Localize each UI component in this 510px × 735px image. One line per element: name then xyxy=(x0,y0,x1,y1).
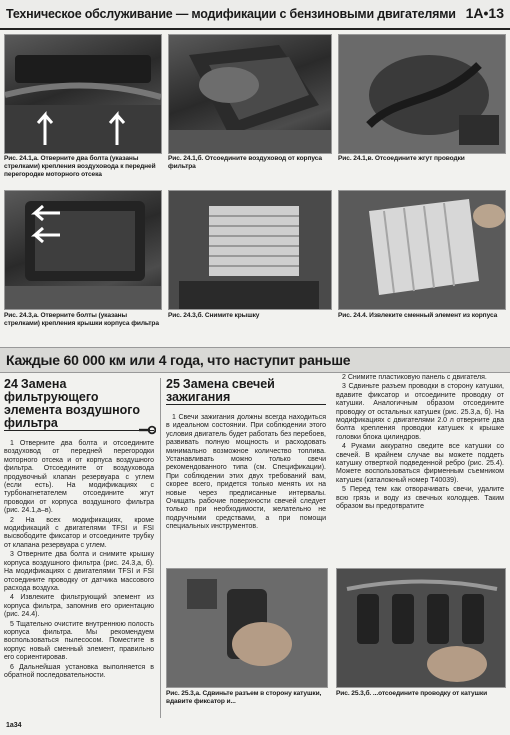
caption-24-4: Рис. 24.4. Извлеките сменный элемент из корпуса xyxy=(338,312,498,319)
engine-bay-image xyxy=(5,35,161,153)
caption-24-1c: Рис. 24.1,в. Отсоедините жгут проводки xyxy=(338,155,465,162)
section-25-right-text xyxy=(336,374,504,513)
interval-title: Каждые 60 000 км или 4 года, что наступит раньше xyxy=(6,352,351,368)
caption-24-3a: Рис. 24.3,а. Отверните болты (указаны стрелками) крепления крышки корпуса фильтра xyxy=(4,312,159,327)
caption-24-1b: Рис. 24.1,б. Отсоедините воздуховод от корпуса фильтра xyxy=(168,155,322,170)
photo-24-3a xyxy=(4,190,162,310)
wrench-icon xyxy=(138,424,156,436)
s24-para-5: 5 Тщательно очистите внутреннюю полость корпуса фильтра. Мы рекомендуем воспользоваться пылесосом. Поместите в корпус новый сменный элемент, правильно его сориентировав. xyxy=(4,620,154,662)
s25-para-4: 4 Руками аккуратно сведите все катушки со свечей. В крайнем случае вы можете поддеть катушку отверткой подведенной ребро (рис. 25.4). Можете воспользоваться фирменным съемником катушек (каталожный номер T40039). xyxy=(336,443,504,484)
photo-24-1a xyxy=(4,34,162,154)
section-25-number: 25 xyxy=(166,377,180,391)
filter-housing-image xyxy=(5,191,161,309)
section-24-heading xyxy=(4,378,154,431)
caption-25-3b: Рис. 25.3,б. ...отсоедините проводку от катушки xyxy=(336,690,488,697)
header-title: Техническое обслуживание — модификации с бензиновыми двигателями xyxy=(6,7,456,21)
footer-page-ref: 1a34 xyxy=(6,722,22,729)
s24-para-3: 3 Отверните два болта и снимите крышку корпуса воздушного фильтра (рис. 24.3,а, б). На модификациях с двигателями TFSI и FSI отсоедините проводку от датчика массового расхода воздуха. xyxy=(4,551,154,592)
s25-para-2: 2 Снимите пластиковую панель с двигателя. xyxy=(342,374,487,381)
page-header xyxy=(0,0,510,30)
photo-25-3b xyxy=(336,568,506,688)
photo-24-1c xyxy=(338,34,506,154)
caption-25-3a: Рис. 25.3,а. Сдвиньте разъем в сторону катушки, вдавите фиксатор и... xyxy=(166,690,322,705)
photo-24-1b xyxy=(168,34,332,154)
caption-24-3b: Рис. 24.3,б. Снимите крышку xyxy=(168,312,260,319)
section-24-title: Замена фильтрующего элемента воздушного фильтра xyxy=(4,377,140,430)
photo-25-3a xyxy=(166,568,328,688)
s25-para-3: 3 Сдвиньте разъем проводки в сторону катушки, вдавите фиксатор и отсоедините проводку от катушки. Аналогичным образом отсоедините проводку от остальных катушек (рис. 25.3,а, б). На модификациях с двигателями 2.0 л отверните два болта крепления проводки катушек к крышке головки блока цилиндров. xyxy=(336,383,504,441)
s24-para-2: 2 На всех модификациях, кроме модификаций с двигателями TFSI и FSI высвободите фиксатор и отсоедините трубку от клапана резервуара с углем. xyxy=(4,516,154,549)
s24-para-1: 1 Отверните два болта и отсоедините воздуховод от передней перегородки моторного отсека и от корпуса воздушного фильтра. Отсоедините от воздуховода продувочный клапан резервуара с углем (если есть). На модификациях с турбонагнетателем отсоедините жгут проводки от корпуса воздушного фильтра (рис. 24.1,а–в). xyxy=(4,440,154,515)
section-25-text xyxy=(166,414,326,533)
air-duct-image xyxy=(169,35,331,153)
ignition-coils-image xyxy=(337,569,505,687)
section-25-title: Замена свечей зажигания xyxy=(166,377,275,404)
section-24-text xyxy=(4,440,154,681)
page-code: 1A•13 xyxy=(465,5,504,21)
s24-para-6: 6 Дальнейшая установка выполняется в обратной последовательности. xyxy=(4,663,154,679)
coil-connector-image xyxy=(167,569,327,687)
photo-24-4 xyxy=(338,190,506,310)
s24-para-4: 4 Извлеките фильтрующий элемент из корпуса фильтра, запомнив его ориентацию (рис. 24.4). xyxy=(4,594,154,619)
filter-cover-image xyxy=(169,191,331,309)
photo-24-3b xyxy=(168,190,332,310)
section-24-number: 24 xyxy=(4,377,18,391)
caption-24-1a: Рис. 24.1,а. Отверните два болта (указаны стрелками) крепления воздуховода к передней перегородке моторного отсека xyxy=(4,155,156,178)
interval-band xyxy=(0,347,510,373)
section-25-heading xyxy=(166,378,326,405)
column-divider xyxy=(160,378,161,718)
wiring-image xyxy=(339,35,505,153)
s25-para-5: 5 Перед тем как отворачивать свечи, удалите всю грязь и воду из свечных колодцев. Таким образом вы предотвратите xyxy=(336,486,504,511)
s25-para-1: 1 Свечи зажигания должны всегда находиться в идеальном состоянии. При соблюдении этого условия двигатель будет работать без перебоев, развивать полную мощность и расходовать минимально возможное количество топлива. Устанавливать можно только свечи рекомендованного типа (см. Спецификации). При соблюдении этих двух требований вам, скорее всего, придется только менять их на новые через предписанные интервалы. Очищать рабочие поверхности свечей следует только при необходимости, желательно не подручными средствами, а при помощи специальных инструментов. xyxy=(166,414,326,531)
filter-element-image xyxy=(339,191,505,309)
